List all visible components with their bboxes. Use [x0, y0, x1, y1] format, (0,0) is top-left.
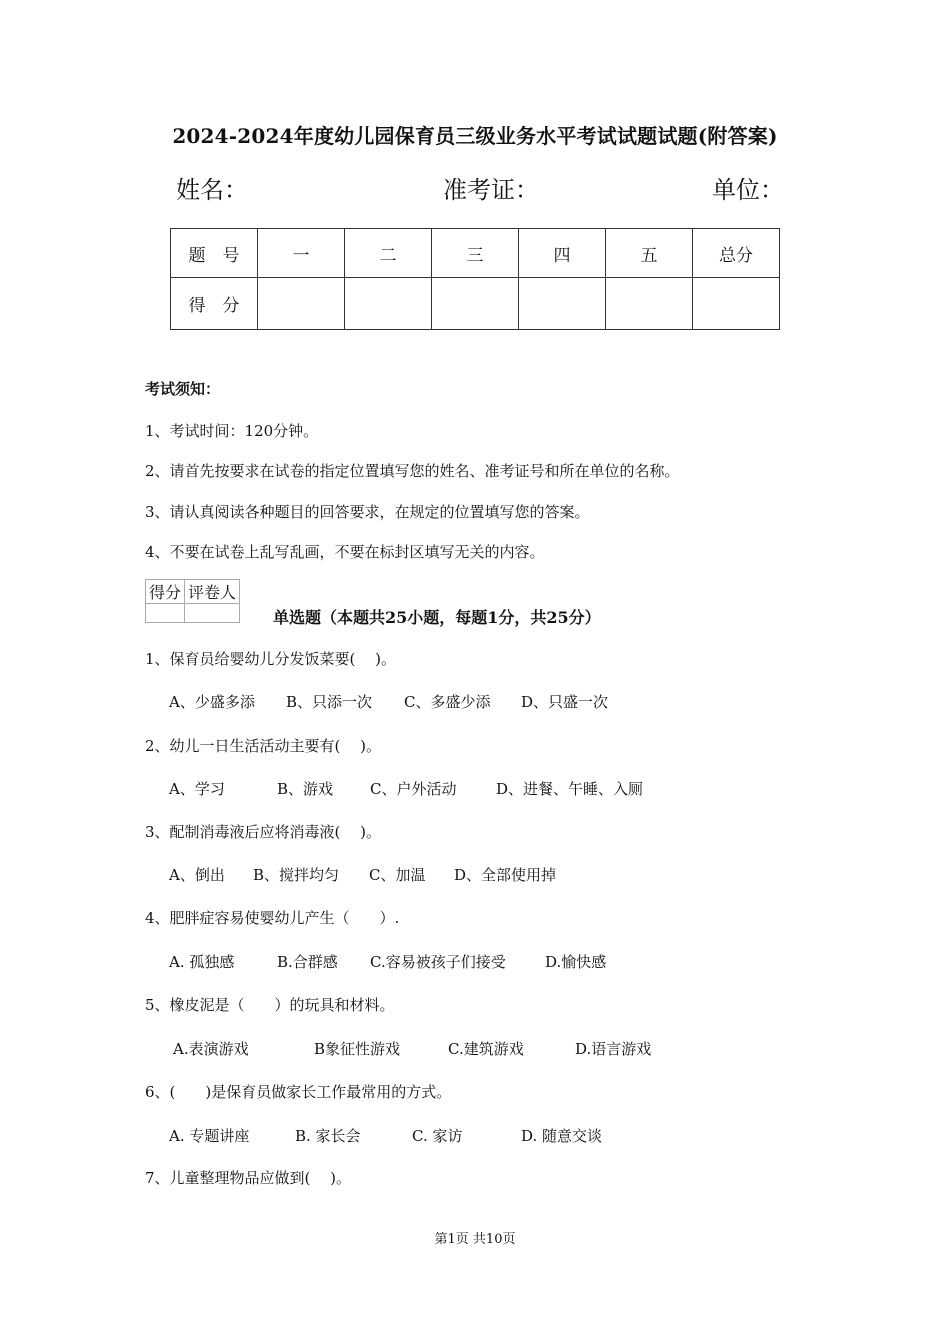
score-table-header-cell: 一 [258, 229, 345, 278]
question-3: 3、配制消毒液后应将消毒液( )。 [145, 823, 382, 841]
page-number: 第1页 共10页 [434, 1232, 516, 1247]
score-table-header-row [171, 229, 780, 278]
option[interactable]: D.语言游戏 [575, 1040, 652, 1058]
option[interactable]: B、只添一次 [286, 693, 373, 711]
option[interactable]: C、多盛少添 [404, 693, 491, 711]
exam-title: 2024-2024年度幼儿园保育员三级业务水平考试试题试题(附答案) [172, 124, 778, 148]
score-cell[interactable] [432, 278, 519, 330]
notice-item: 4、不要在试卷上乱写乱画，不要在标封区填写无关的内容。 [145, 543, 545, 561]
grader-reviewer-label: 评卷人 [185, 580, 240, 604]
option[interactable]: A、倒出 [169, 866, 225, 884]
score-cell[interactable] [345, 278, 432, 330]
option[interactable]: D、进餐、午睡、入厕 [496, 780, 644, 798]
unit-field-label: 单位： [712, 176, 784, 204]
option[interactable]: D、全部使用掉 [454, 866, 557, 884]
score-table-header-cell: 题 号 [171, 229, 258, 278]
option[interactable]: D、只盛一次 [521, 693, 609, 711]
grader-reviewer-cell[interactable] [185, 604, 240, 623]
score-cell[interactable] [258, 278, 345, 330]
score-cell[interactable] [519, 278, 606, 330]
score-table-header-cell: 总分 [693, 229, 780, 278]
exam-id-field-label: 准考证： [443, 176, 539, 204]
option[interactable]: B、搅拌均匀 [253, 866, 340, 884]
option[interactable]: D.愉快感 [545, 953, 607, 971]
score-table-header-cell: 三 [432, 229, 519, 278]
score-table-score-row [171, 278, 780, 330]
option[interactable]: A、学习 [169, 780, 225, 798]
option[interactable]: B象征性游戏 [314, 1040, 401, 1058]
option[interactable]: A、少盛多添 [169, 693, 255, 711]
score-table-header-cell: 四 [519, 229, 606, 278]
option[interactable]: C.建筑游戏 [448, 1040, 524, 1058]
notice-item: 3、请认真阅读各种题目的回答要求，在规定的位置填写您的答案。 [145, 503, 590, 521]
option[interactable]: A. 孤独感 [169, 953, 235, 971]
question-5: 5、橡皮泥是（ ）的玩具和材料。 [145, 996, 395, 1014]
score-row-label: 得 分 [171, 278, 258, 330]
question-7: 7、儿童整理物品应做到( )。 [145, 1169, 352, 1187]
notice-item: 1、考试时间：120分钟。 [145, 422, 319, 440]
question-4: 4、肥胖症容易使婴幼儿产生（ ）. [145, 909, 400, 927]
option[interactable]: C. 家访 [412, 1127, 463, 1145]
notice-heading: 考试须知： [145, 380, 221, 398]
score-cell[interactable] [606, 278, 693, 330]
score-table-header-cell: 二 [345, 229, 432, 278]
option[interactable]: C、加温 [369, 866, 426, 884]
score-table [170, 228, 780, 330]
score-table-header-cell: 五 [606, 229, 693, 278]
section-title: 单选题（本题共25小题，每题1分，共25分） [273, 608, 601, 627]
option[interactable]: B.合群感 [277, 953, 338, 971]
option[interactable]: C、户外活动 [370, 780, 457, 798]
option[interactable]: C.容易被孩子们接受 [370, 953, 506, 971]
grader-score-cell[interactable] [146, 604, 185, 623]
option[interactable]: A. 专题讲座 [169, 1127, 250, 1145]
score-cell[interactable] [693, 278, 780, 330]
option[interactable]: A.表演游戏 [173, 1040, 249, 1058]
question-1: 1、保育员给婴幼儿分发饭菜要( )。 [145, 650, 397, 668]
option[interactable]: D. 随意交谈 [521, 1127, 603, 1145]
question-2: 2、幼儿一日生活活动主要有( )。 [145, 737, 382, 755]
grader-score-label: 得分 [146, 580, 185, 604]
grader-box [145, 579, 240, 623]
option[interactable]: B、游戏 [277, 780, 334, 798]
name-field-label: 姓名： [176, 176, 248, 204]
question-6: 6、( )是保育员做家长工作最常用的方式。 [145, 1083, 452, 1101]
option[interactable]: B. 家长会 [295, 1127, 361, 1145]
notice-item: 2、请首先按要求在试卷的指定位置填写您的姓名、准考证号和所在单位的名称。 [145, 462, 680, 480]
